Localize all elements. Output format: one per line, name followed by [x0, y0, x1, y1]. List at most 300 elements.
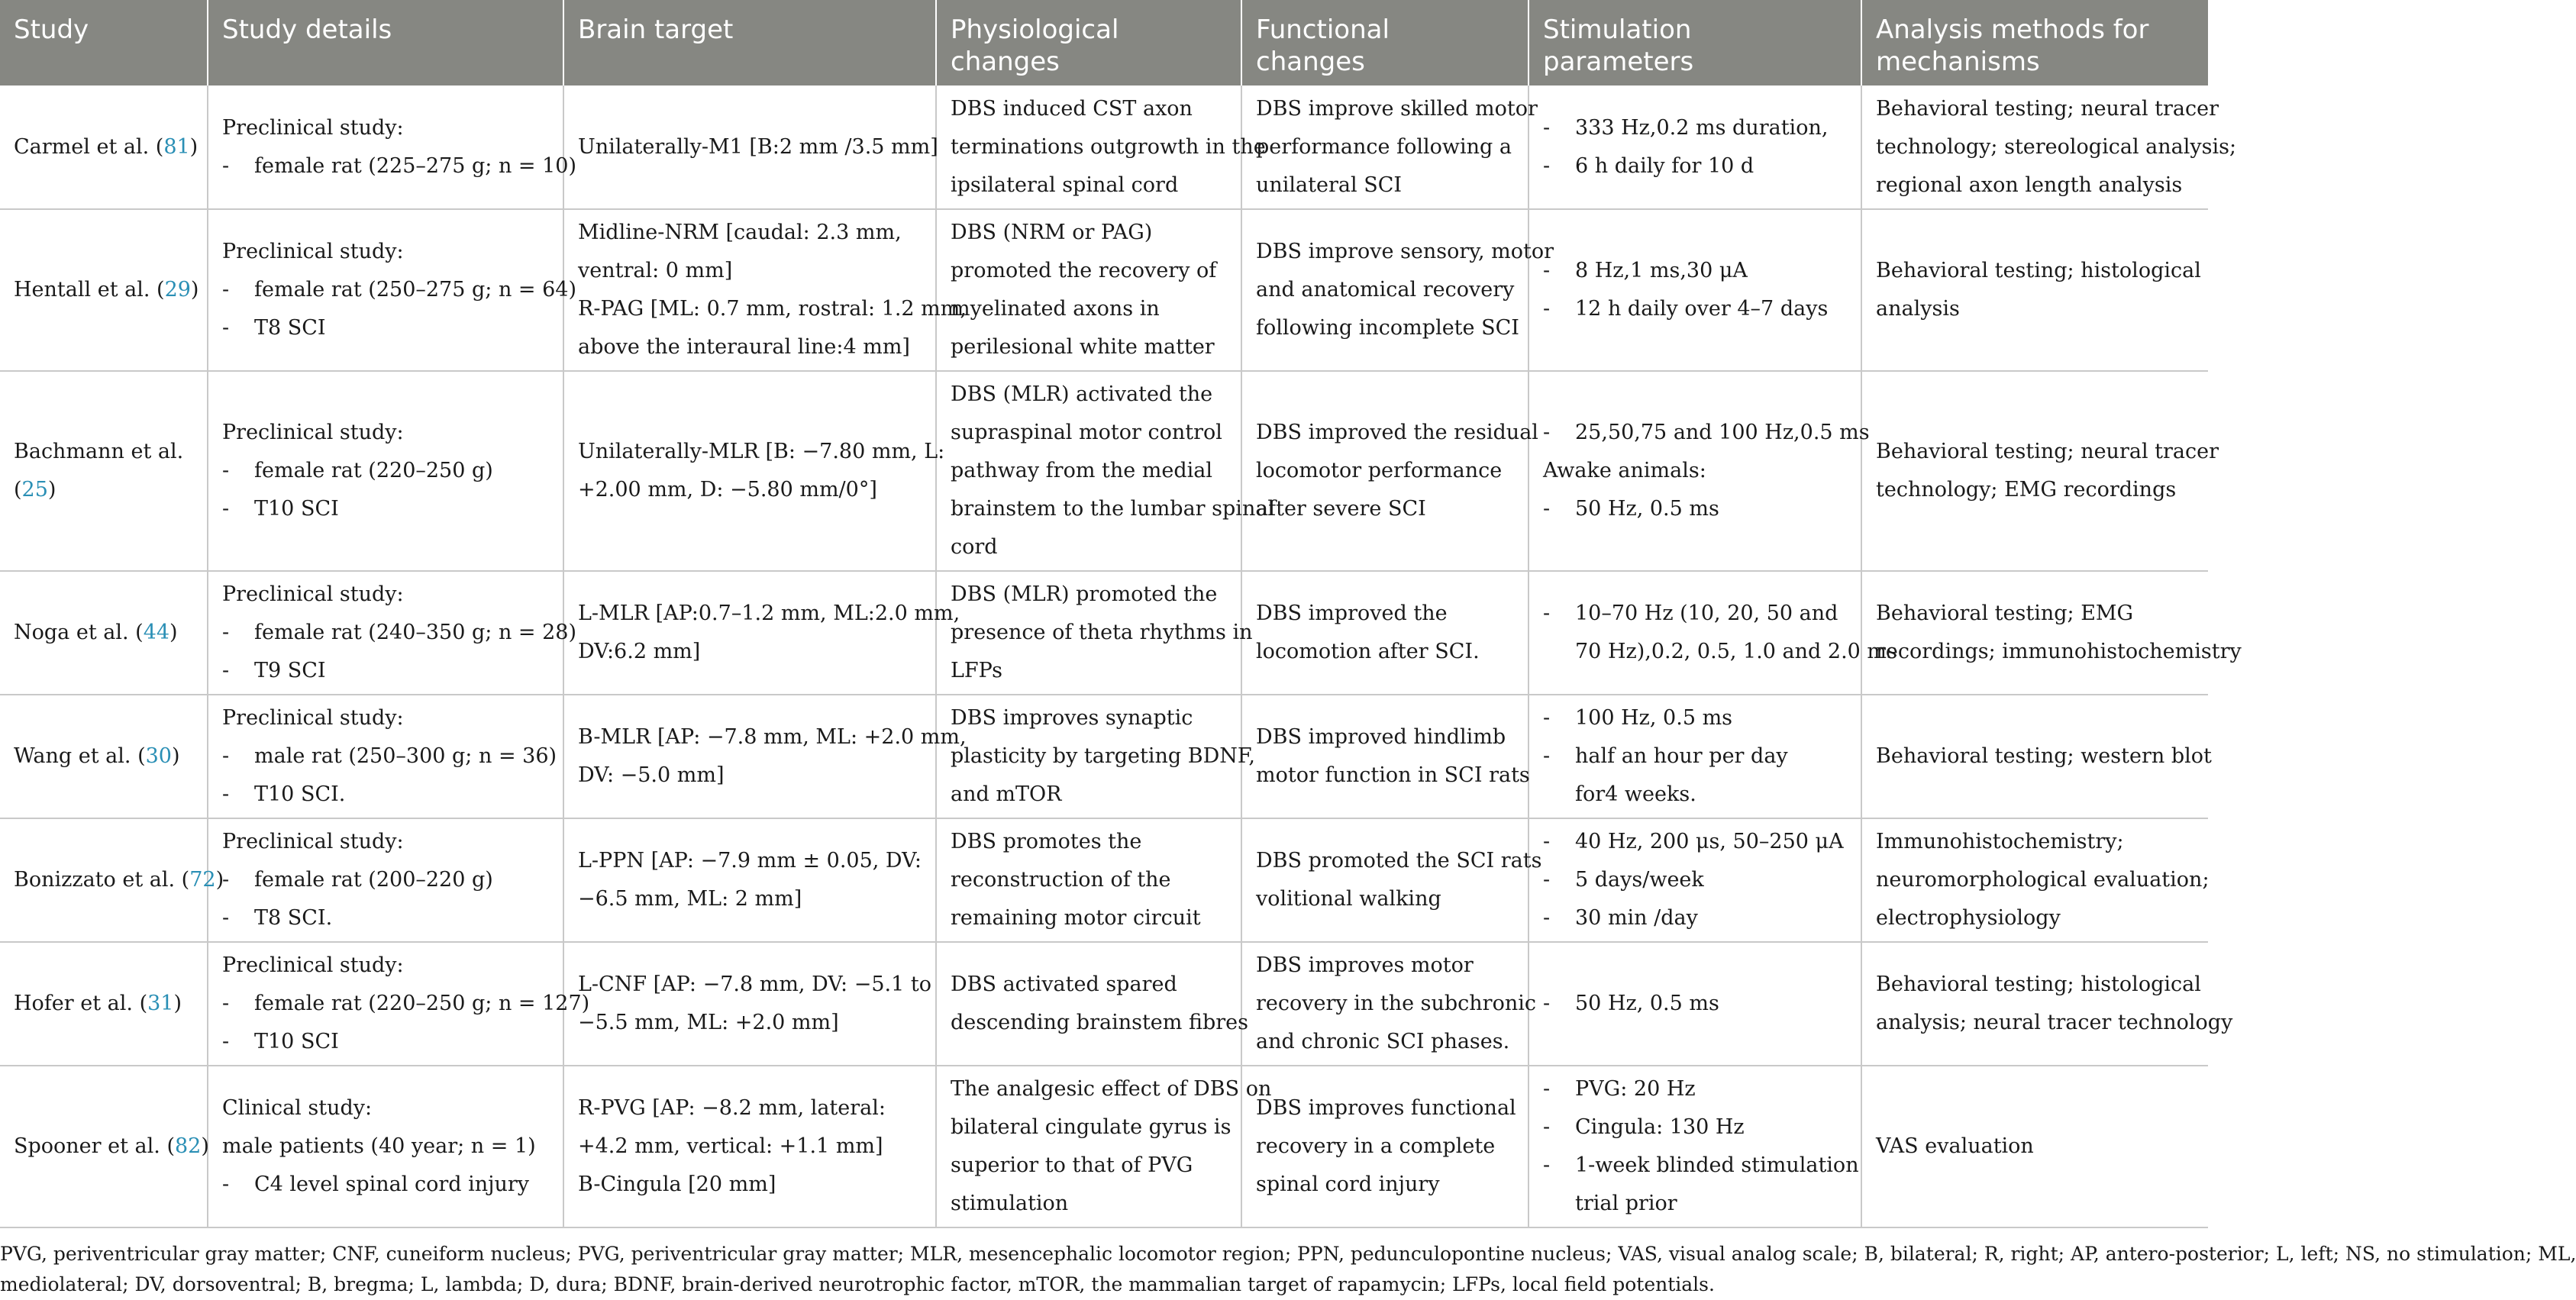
reference-link[interactable]: 25: [21, 478, 48, 502]
header-stimulation-parameters: [1528, 0, 1861, 85]
list-text: 30 min /day: [1575, 906, 1698, 930]
text-line: Unilaterally-MLR [B: −7.80 mm, L:: [578, 440, 945, 463]
list-line: [222, 823, 549, 861]
study-author: Hentall et al. (: [14, 278, 165, 302]
list-line: [222, 271, 577, 309]
header-functional-changes: [1241, 0, 1528, 85]
dash-marker: -: [1543, 297, 1551, 321]
text-line: regional axon length analysis: [1876, 173, 2183, 197]
table-body: [0, 85, 2242, 1227]
text-line: perilesional white matter: [951, 335, 1215, 359]
text-line: Behavioral testing; western blot: [1876, 744, 2212, 768]
text-line: above the interaural line:4 mm]: [578, 335, 910, 359]
list-text: 333 Hz,0.2 ms duration,: [1575, 115, 1829, 140]
cell-stimulation-parameters: [1528, 571, 1897, 695]
text-line: recovery in a complete: [1256, 1134, 1496, 1158]
text-line: DBS improved the: [1256, 602, 1448, 625]
study-line: [14, 271, 199, 309]
dash-marker: -: [222, 992, 230, 1015]
text-line: B-MLR [AP: −7.8 mm, ML: +2.0 mm,: [578, 725, 967, 749]
text-line: L-PPN [AP: −7.9 mm ± 0.05, DV:: [578, 849, 922, 873]
text-line: Behavioral testing; neural tracer: [1876, 96, 2219, 121]
text-line: locomotor performance: [1256, 459, 1503, 482]
study-paren: ): [171, 744, 180, 768]
text-line: and anatomical recovery: [1256, 278, 1515, 302]
list-text: trial prior: [1575, 1192, 1677, 1215]
list-text: 40 Hz, 200 μs, 50–250 μA: [1575, 830, 1844, 853]
study-paren: ): [189, 134, 199, 159]
text-line: technology; EMG recordings: [1876, 478, 2177, 502]
cell-analysis-methods: [1861, 571, 2242, 695]
dash-marker: -: [222, 316, 230, 340]
cell-study: [0, 695, 208, 818]
cell-analysis-methods: [1861, 85, 2237, 209]
text-line: and mTOR: [951, 782, 1062, 806]
list-text: Clinical study:: [222, 1096, 373, 1120]
dash-marker: -: [222, 782, 230, 806]
list-text: female rat (220–250 g; n = 127): [254, 992, 590, 1015]
list-text: female rat (240–350 g; n = 28): [254, 621, 577, 644]
list-text: T10 SCI: [254, 497, 339, 521]
cell-stimulation-parameters: [1528, 85, 1861, 209]
study-author: Hofer et al. (: [14, 992, 148, 1015]
study-author: (: [14, 478, 22, 502]
dash-marker: -: [222, 621, 230, 644]
text-line: −6.5 mm, ML: 2 mm]: [578, 887, 802, 911]
list-line: [1543, 985, 1847, 1023]
list-line: [222, 1089, 549, 1127]
study-paren: ): [190, 278, 199, 302]
text-line: DBS activated spared: [951, 973, 1177, 996]
cell-stimulation-parameters: [1528, 1066, 1861, 1227]
list-line: [1543, 252, 1847, 290]
list-text: T9 SCI: [254, 659, 326, 682]
cell-brain-target: [563, 571, 960, 695]
list-text: for4 weeks.: [1575, 782, 1696, 806]
study-line: [14, 128, 199, 166]
dash-marker: -: [1543, 868, 1551, 892]
text-line: Behavioral testing; histological: [1876, 259, 2201, 282]
list-line: [222, 947, 549, 985]
cell-physiological-changes: [936, 371, 1275, 571]
cell-study: [0, 818, 224, 942]
cell-physiological-changes: [936, 571, 1253, 695]
text-line: remaining motor circuit: [951, 906, 1201, 930]
text-line: B-Cingula [20 mm]: [578, 1173, 776, 1196]
list-line: [1543, 699, 1847, 737]
text-line: motor function in SCI rats: [1256, 763, 1530, 787]
text-line: DBS promotes the: [951, 830, 1142, 853]
list-text: Cingula: 130 Hz: [1575, 1115, 1745, 1139]
text-line: pathway from the medial: [951, 459, 1213, 482]
cell-functional-changes: [1241, 371, 1538, 571]
text-line: stimulation: [951, 1192, 1069, 1215]
study-paren: ): [169, 621, 178, 644]
table-row: [0, 571, 2208, 695]
dash-marker: -: [1543, 115, 1551, 140]
text-line: Immunohistochemistry;: [1876, 830, 2124, 853]
text-line: recordings; immunohistochemistry: [1876, 640, 2242, 663]
list-text: female rat (250–275 g; n = 64): [254, 278, 577, 302]
list-text: T10 SCI: [254, 1030, 339, 1053]
header-physiological-changes: [936, 0, 1241, 85]
text-line: LFPs: [951, 659, 1002, 682]
cell-stimulation-parameters: [1528, 371, 1870, 571]
table-row: [0, 371, 2208, 571]
text-line: DBS improved the residual: [1256, 421, 1538, 444]
list-line: [1543, 823, 1847, 861]
cell-brain-target: [563, 942, 936, 1066]
text-line: Behavioral testing; neural tracer: [1876, 440, 2219, 463]
text-line: DBS improves motor: [1256, 953, 1474, 977]
list-text: 50 Hz, 0.5 ms: [1575, 992, 1719, 1015]
header-label-line: Analysis methods for: [1876, 15, 2149, 45]
study-author: Bachmann et al.: [14, 440, 184, 463]
cell-physiological-changes: [936, 818, 1241, 942]
dash-marker: -: [1543, 992, 1551, 1015]
dash-marker: -: [1543, 259, 1551, 282]
list-text: Preclinical study:: [222, 830, 404, 853]
list-text: 70 Hz),0.2, 0.5, 1.0 and 2.0 ms: [1575, 640, 1897, 663]
footnote-line: mediolateral; DV, dorsoventral; B, bregma; L, lambda; D, dura; BDNF, brain-derived neurotrophic factor, mTOR, the mammalian target of rapamycin; LFPs, local field potentials.: [0, 1273, 1715, 1295]
cell-study: [0, 209, 208, 371]
cell-analysis-methods: [1861, 695, 2212, 818]
list-line: [1543, 899, 1847, 937]
dash-marker: -: [222, 1173, 230, 1196]
text-line: recovery in the subchronic: [1256, 992, 1536, 1015]
text-line: descending brainstem fibres: [951, 1011, 1248, 1034]
list-line: [222, 1166, 549, 1204]
list-text: Preclinical study:: [222, 421, 404, 444]
study-author: Carmel et al. (: [14, 134, 164, 159]
study-line: [14, 985, 193, 1023]
cell-brain-target: [563, 818, 936, 942]
reference-link[interactable]: 29: [164, 278, 191, 302]
header-brain-target: [563, 0, 936, 85]
list-line: [1543, 861, 1847, 899]
list-text: Preclinical study:: [222, 115, 404, 140]
list-line: [1543, 776, 1847, 814]
table-row: [0, 1066, 2208, 1227]
reference-link[interactable]: 30: [145, 744, 172, 768]
header-label-line: Study details: [222, 15, 392, 45]
header-label-line: Functional: [1256, 15, 1390, 45]
text-line: DBS promoted the SCI rats: [1256, 849, 1542, 873]
header-label-line: Brain target: [578, 15, 734, 45]
cell-study: [0, 371, 208, 571]
list-line: [222, 490, 549, 528]
list-line: [1543, 414, 1870, 452]
dash-marker: -: [1543, 744, 1551, 768]
cell-brain-target: [563, 371, 945, 571]
cell-brain-target: [563, 695, 967, 818]
text-line: brainstem to the lumbar spinal: [951, 497, 1275, 521]
list-line: [222, 452, 549, 490]
text-line: cord: [951, 535, 998, 559]
reference-link[interactable]: 44: [143, 621, 170, 644]
list-line: [1543, 1185, 1847, 1223]
text-line: presence of theta rhythms in: [951, 621, 1253, 644]
list-line: [1543, 1108, 1847, 1147]
header-label-line: Study: [14, 15, 89, 45]
list-line: [222, 737, 557, 776]
text-line: −5.5 mm, ML: +2.0 mm]: [578, 1011, 839, 1034]
list-text: 100 Hz, 0.5 ms: [1575, 706, 1733, 730]
text-line: DBS improves synaptic: [951, 706, 1193, 730]
list-text: T8 SCI: [254, 316, 326, 340]
list-text: C4 level spinal cord injury: [254, 1173, 530, 1196]
list-line: [1543, 595, 1847, 633]
text-line: The analgesic effect of DBS on: [951, 1077, 1272, 1101]
study-line: [14, 737, 193, 776]
study-author: Wang et al. (: [14, 744, 146, 768]
dash-marker: -: [222, 153, 230, 178]
cell-analysis-methods: [1861, 209, 2208, 371]
cell-stimulation-parameters: [1528, 695, 1861, 818]
table-row: [0, 695, 2208, 818]
header-label-line: Stimulation: [1543, 15, 1692, 45]
cell-study: [0, 571, 208, 695]
header-analysis-methods: [1861, 0, 2208, 85]
dash-marker: -: [222, 1030, 230, 1053]
list-line: [1543, 109, 1847, 147]
cell-functional-changes: [1241, 85, 1538, 209]
text-line: DBS improve skilled motor: [1256, 96, 1538, 121]
list-line: [222, 147, 577, 185]
cell-functional-changes: [1241, 1066, 1528, 1227]
text-line: following incomplete SCI: [1256, 316, 1519, 340]
study-author: Noga et al. (: [14, 621, 144, 644]
list-text: Preclinical study:: [222, 582, 404, 606]
cell-stimulation-parameters: [1528, 942, 1861, 1066]
reference-link[interactable]: 31: [147, 992, 174, 1015]
cell-analysis-methods: [1861, 371, 2219, 571]
text-line: L-MLR [AP:0.7–1.2 mm, ML:2.0 mm,: [578, 602, 960, 625]
list-line: [222, 899, 549, 937]
text-line: neuromorphological evaluation;: [1876, 868, 2210, 892]
header-label-line: changes: [1256, 47, 1365, 77]
list-text: female rat (220–250 g): [254, 459, 493, 482]
cell-physiological-changes: [936, 942, 1248, 1066]
cell-physiological-changes: [936, 85, 1266, 209]
list-line: [222, 699, 549, 737]
text-line: Behavioral testing; histological: [1876, 973, 2201, 996]
reference-link[interactable]: 81: [163, 134, 190, 159]
study-line: [14, 1127, 209, 1166]
list-line: [222, 309, 549, 347]
list-text: female rat (200–220 g): [254, 868, 493, 892]
dash-marker: -: [1543, 602, 1551, 625]
cell-study-details: [208, 371, 563, 571]
dash-marker: -: [1543, 497, 1551, 521]
study-line: [14, 614, 193, 652]
study-paren: ): [215, 868, 224, 892]
study-paren: ): [47, 478, 56, 502]
list-text: Preclinical study:: [222, 240, 404, 263]
cell-study-details: [208, 85, 577, 209]
cell-analysis-methods: [1861, 1066, 2208, 1227]
study-author: Spooner et al. (: [14, 1134, 175, 1158]
study-line: [14, 433, 193, 471]
text-line: R-PAG [ML: 0.7 mm, rostral: 1.2 mm,: [578, 297, 967, 321]
cell-brain-target: [563, 85, 936, 209]
list-text: 1-week blinded stimulation: [1575, 1153, 1859, 1177]
text-line: +2.00 mm, D: −5.80 mm/0°]: [578, 478, 877, 502]
list-text: Awake animals:: [1543, 459, 1706, 482]
list-line: [222, 1023, 549, 1061]
dash-marker: -: [222, 497, 230, 521]
cell-functional-changes: [1241, 209, 1554, 371]
list-line: [222, 414, 549, 452]
text-line: DV: −5.0 mm]: [578, 763, 725, 787]
dash-marker: -: [222, 459, 230, 482]
text-line: +4.2 mm, vertical: +1.1 mm]: [578, 1134, 883, 1158]
cell-analysis-methods: [1861, 818, 2208, 942]
study-line: [14, 861, 224, 899]
text-line: analysis; neural tracer technology: [1876, 1011, 2233, 1034]
text-line: DBS (MLR) promoted the: [951, 582, 1218, 606]
list-line: [1543, 1147, 1859, 1185]
text-line: plasticity by targeting BDNF,: [951, 744, 1256, 768]
list-line: [222, 233, 549, 271]
dash-marker: -: [222, 744, 230, 768]
text-line: electrophysiology: [1876, 906, 2061, 930]
dash-marker: -: [222, 659, 230, 682]
text-line: bilateral cingulate gyrus is: [951, 1115, 1232, 1139]
header-label-line: Physiological: [951, 15, 1119, 45]
header-study-details: [208, 0, 563, 85]
text-line: volitional walking: [1256, 887, 1441, 911]
text-line: spinal cord injury: [1256, 1173, 1440, 1196]
table-row: [0, 942, 2208, 1066]
list-line: [222, 109, 549, 147]
text-line: DBS induced CST axon: [951, 96, 1193, 121]
dash-marker: -: [1543, 421, 1551, 444]
text-line: DBS improve sensory, motor: [1256, 240, 1554, 263]
cell-study-details: [208, 942, 590, 1066]
study-paren: ): [173, 992, 182, 1015]
list-line: [1543, 1070, 1847, 1108]
cell-stimulation-parameters: [1528, 818, 1861, 942]
table-row: [0, 209, 2208, 371]
list-text: 12 h daily over 4–7 days: [1575, 297, 1829, 321]
reference-link[interactable]: 82: [175, 1134, 202, 1158]
cell-functional-changes: [1241, 942, 1536, 1066]
list-line: [1543, 147, 1847, 185]
cell-study: [0, 85, 208, 209]
list-line: [1543, 452, 1847, 490]
dash-marker: -: [222, 278, 230, 302]
footnote-line: PVG, periventricular gray matter; CNF, cuneiform nucleus; PVG, periventricular gray matter; MLR, mesencephalic locomotor region; PPN, pedunculopontine nucleus; VAS, visual analog scale; B, bilateral; R, right; AP, antero-posterior; L, left; NS, no stimulation; ML,: [0, 1243, 2576, 1265]
text-line: DV:6.2 mm]: [578, 640, 701, 663]
text-line: superior to that of PVG: [951, 1153, 1193, 1177]
text-line: DBS improved hindlimb: [1256, 725, 1506, 749]
text-line: technology; stereological analysis;: [1876, 134, 2237, 159]
text-line: DBS (NRM or PAG): [951, 221, 1153, 244]
list-text: 50 Hz, 0.5 ms: [1575, 497, 1719, 521]
text-line: unilateral SCI: [1256, 173, 1403, 197]
dash-marker: -: [1543, 1077, 1551, 1101]
list-line: [1543, 290, 1847, 328]
text-line: and chronic SCI phases.: [1256, 1030, 1510, 1053]
list-text: 6 h daily for 10 d: [1575, 153, 1754, 178]
list-line: [1543, 490, 1847, 528]
list-text: Preclinical study:: [222, 706, 404, 730]
list-line: [222, 861, 549, 899]
header-label-line: changes: [951, 47, 1060, 77]
cell-functional-changes: [1241, 818, 1542, 942]
list-text: female rat (225–275 g; n = 10): [254, 153, 577, 178]
text-line: ipsilateral spinal cord: [951, 173, 1179, 197]
text-line: after severe SCI: [1256, 497, 1426, 521]
cell-study: [0, 942, 208, 1066]
table-row: [0, 85, 2208, 209]
text-line: Midline-NRM [caudal: 2.3 mm,: [578, 221, 902, 244]
table-row: [0, 818, 2208, 942]
dash-marker: -: [1543, 830, 1551, 853]
list-line: [222, 985, 590, 1023]
header-label-line: mechanisms: [1876, 47, 2040, 77]
reference-link[interactable]: 72: [189, 868, 216, 892]
header-study: [0, 0, 208, 85]
cell-study-details: [208, 571, 577, 695]
list-text: male rat (250–300 g; n = 36): [254, 744, 557, 768]
text-line: Unilaterally-M1 [B:2 mm /3.5 mm]: [578, 134, 938, 159]
header-label-line: parameters: [1543, 47, 1694, 77]
text-line: locomotion after SCI.: [1256, 640, 1480, 663]
cell-analysis-methods: [1861, 942, 2233, 1066]
list-text: 25,50,75 and 100 Hz,0.5 ms: [1575, 421, 1870, 444]
cell-functional-changes: [1241, 695, 1528, 818]
list-line: [1543, 737, 1847, 776]
text-line: ventral: 0 mm]: [578, 259, 733, 282]
cell-stimulation-parameters: [1528, 209, 1861, 371]
text-line: DBS improves functional: [1256, 1096, 1516, 1120]
text-line: VAS evaluation: [1876, 1134, 2034, 1158]
list-line: [222, 776, 549, 814]
list-line: [1543, 633, 1897, 671]
list-text: half an hour per day: [1575, 744, 1788, 768]
cell-physiological-changes: [936, 695, 1256, 818]
list-text: T10 SCI.: [254, 782, 346, 806]
cell-study: [0, 1066, 208, 1227]
list-text: 8 Hz,1 ms,30 μA: [1575, 259, 1748, 282]
cell-physiological-changes: [936, 209, 1241, 371]
list-text: male patients (40 year; n = 1): [222, 1134, 536, 1158]
cell-brain-target: [563, 209, 967, 371]
dash-marker: -: [1543, 153, 1551, 178]
study-paren: ): [201, 1134, 209, 1158]
text-line: myelinated axons in: [951, 297, 1160, 321]
list-text: T8 SCI.: [254, 906, 333, 930]
text-line: performance following a: [1256, 134, 1512, 159]
study-line: [14, 471, 193, 509]
dash-marker: -: [1543, 706, 1551, 730]
header-row: [0, 0, 2208, 85]
text-line: analysis: [1876, 297, 1960, 321]
cell-functional-changes: [1241, 571, 1528, 695]
list-text: PVG: 20 Hz: [1575, 1077, 1696, 1101]
text-line: promoted the recovery of: [951, 259, 1217, 282]
dash-marker: -: [1543, 906, 1551, 930]
list-text: Preclinical study:: [222, 953, 404, 977]
table-footnote: [0, 1228, 2576, 1300]
list-text: 10–70 Hz (10, 20, 50 and: [1575, 602, 1838, 625]
study-author: Bonizzato et al. (: [14, 868, 190, 892]
list-line: [222, 614, 577, 652]
dash-marker: -: [222, 868, 230, 892]
dash-marker: -: [222, 906, 230, 930]
